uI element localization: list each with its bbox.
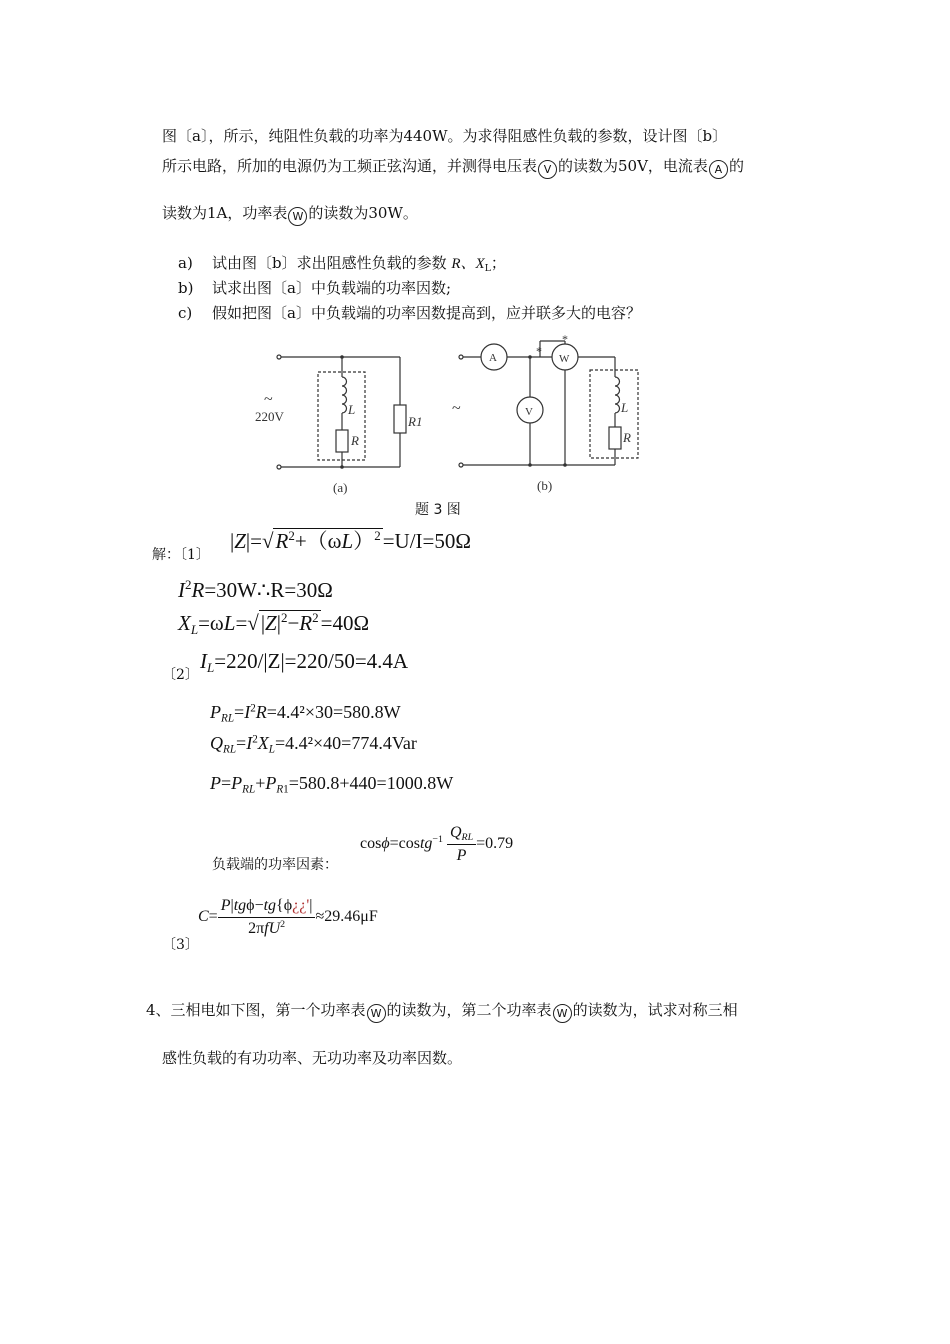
b-inductor bbox=[615, 377, 620, 413]
b-terminal-top bbox=[459, 355, 463, 359]
equation-4-rhs: =220/|Z|=220/50=4.4A bbox=[214, 649, 409, 673]
label-b: (b) bbox=[537, 478, 553, 493]
a-source-tilde: ~ bbox=[264, 391, 273, 408]
a-inductor bbox=[342, 377, 347, 413]
a-source-voltage: 220V bbox=[255, 409, 284, 424]
equation-1-rhs: =U/I=50Ω bbox=[382, 529, 471, 553]
problem4-line1-c: 的读数为，试求对称三相 bbox=[572, 1001, 738, 1019]
solution-label-3: 〔3〕 bbox=[162, 937, 199, 953]
a-terminal-bottom bbox=[277, 465, 281, 469]
problem3-line2 bbox=[162, 156, 744, 179]
equation-6: $Q_{RL}=I^2X_L=4.4^2\times 40=774.4Var$ bbox=[210, 733, 417, 756]
equation-6-rhs: =4.4²×40=774.4Var bbox=[274, 733, 417, 753]
equation-5: $P_{RL}=I^2R=4.4^2\times 30=580.8W$ bbox=[210, 702, 401, 725]
circuit-figure bbox=[250, 335, 650, 500]
problem3-line3-a: 读数为1A，功率表 bbox=[162, 204, 288, 222]
b-star-current: * bbox=[536, 344, 542, 358]
item-text-a: 试由图〔b〕求出阻感性负载的参数 bbox=[212, 254, 452, 272]
voltmeter-icon: V bbox=[538, 160, 557, 179]
item-text-c: 假如把图〔a〕中负载端的功率因数提高到，应并联多大的电容？ bbox=[212, 304, 641, 322]
problem3-item-a bbox=[178, 253, 506, 274]
problem3-line1-text: 图〔a〕，所示，纯阻性负载的功率为440W。为求得阻感性负载的参数，设计图〔b〕 bbox=[162, 127, 728, 145]
item-mark-b: b) bbox=[178, 279, 194, 297]
b-label-r: R bbox=[623, 430, 631, 445]
a-label-l: L bbox=[348, 402, 356, 417]
b-ammeter-label: A bbox=[489, 352, 497, 364]
item-a-sub: L bbox=[484, 262, 491, 274]
problem3-line2-a: 所示电路，所加的电源仍为工频正弦沟通，并测得电压表 bbox=[162, 157, 538, 175]
problem3-line3-b: 的读数为30W。 bbox=[308, 204, 418, 222]
wattmeter-1-icon: W bbox=[367, 1004, 386, 1023]
equation-9-rhs: ≈29.46μF bbox=[315, 908, 378, 926]
solution-label-1: 解：〔1〕 bbox=[152, 547, 210, 563]
power-factor-label: 负载端的功率因素： bbox=[212, 857, 338, 873]
problem3-line2-b: 的读数为50V，电流表 bbox=[558, 157, 708, 175]
problem3-item-b bbox=[178, 278, 451, 298]
a-terminal-top bbox=[277, 355, 281, 359]
a-label-r1: R1 bbox=[408, 414, 423, 429]
equation-4: $I_L=220/|Z|=220/50=4.4A$ bbox=[200, 649, 409, 675]
item-mark-a: a) bbox=[178, 254, 193, 272]
equation-2-rhs: =30W∴R=30Ω bbox=[204, 578, 333, 602]
b-wattmeter-label: W bbox=[559, 353, 570, 365]
equation-3: $X_L=\omega L=√|Z|^2-R^2=40\Omega$ bbox=[178, 610, 370, 637]
b-terminal-bottom bbox=[459, 463, 463, 467]
equation-2: $I^2R=30W\therefore R=30\Omega$ bbox=[178, 577, 333, 602]
wattmeter-icon: W bbox=[288, 207, 307, 226]
b-star-voltage: * bbox=[562, 335, 568, 346]
problem3-item-c bbox=[178, 303, 641, 323]
solution-label-2: 〔2〕 bbox=[162, 667, 199, 683]
item-a-vars: R、X bbox=[451, 256, 485, 272]
b-label-l: L bbox=[621, 400, 629, 415]
item-mark-c: c) bbox=[178, 304, 193, 322]
a-resistor-r bbox=[336, 430, 348, 452]
a-resistor-r1 bbox=[394, 405, 406, 433]
equation-9: C= $\frac{\text{P|tgϕ−tg\{ϕ¿¿'|}}{2\pi fU^2}$ ≈29.46μF bbox=[198, 897, 378, 937]
problem4-line2: 感性负载的有功功率、无功功率及功率因数。 bbox=[162, 1049, 463, 1067]
problem4-line1-a: 4、三相电如下图，第一个功率表 bbox=[146, 1001, 366, 1019]
problem3-line2-c: 的 bbox=[728, 157, 744, 175]
item-a-end: ； bbox=[490, 254, 506, 272]
problem4-line1-b: 的读数为，第二个功率表 bbox=[386, 1001, 552, 1019]
problem3-line1 bbox=[162, 126, 727, 146]
equation-1: $|Z|=√R^2+(\omega L)^2=U/I=50\Omega$ bbox=[230, 528, 471, 553]
equation-7-rhs: =580.8+440=1000.8W bbox=[288, 773, 454, 793]
b-voltmeter-label: V bbox=[525, 406, 533, 418]
wattmeter-2-icon: W bbox=[553, 1004, 572, 1023]
equation-5-rhs: =4.4²×30=580.8W bbox=[266, 702, 401, 722]
equation-8-rhs: =0.79 bbox=[476, 835, 514, 853]
a-label-r: R bbox=[351, 433, 359, 448]
b-source-tilde: ~ bbox=[452, 400, 461, 417]
ammeter-icon: A bbox=[709, 160, 728, 179]
problem4-line1 bbox=[146, 1000, 738, 1023]
problem3-line3 bbox=[162, 203, 418, 226]
figure-caption: 题 3 图 bbox=[415, 502, 461, 518]
equation-8: cosϕ=costg$^{-1}$ $\frac{Q_{RL}}{P}$ =0.79 bbox=[360, 824, 514, 864]
equation-3-rhs: =40Ω bbox=[320, 611, 370, 635]
item-text-b: 试求出图〔a〕中负载端的功率因数; bbox=[212, 279, 451, 297]
label-a: (a) bbox=[333, 480, 348, 495]
b-resistor-r bbox=[609, 427, 621, 449]
equation-7: $P=P_{RL}+P_{R1}=580.8+440=1000.8W$ bbox=[210, 773, 454, 796]
